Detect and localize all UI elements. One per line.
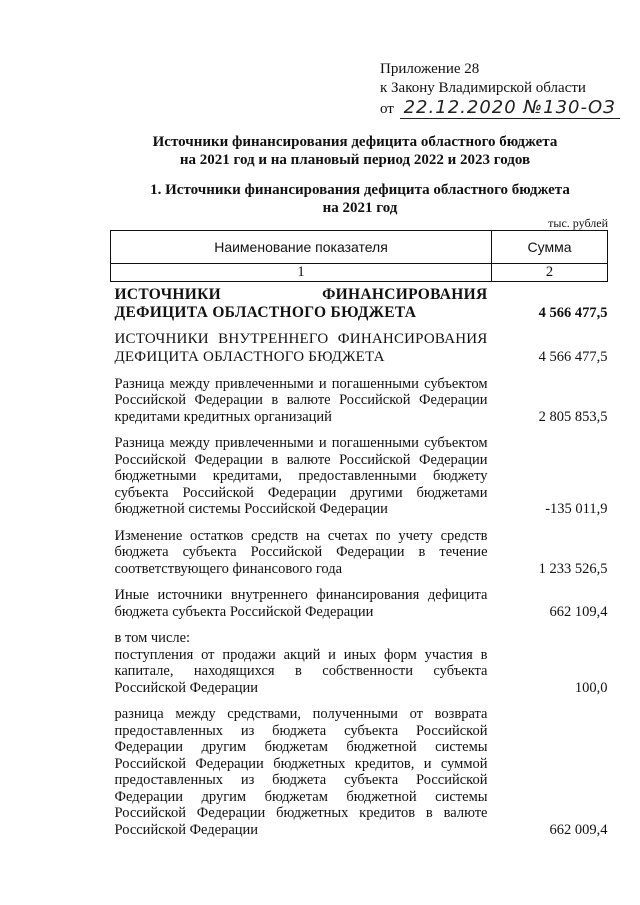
title-line-2: на 2021 год и на плановый период 2022 и 2023 годов <box>179 152 531 168</box>
row-value: 662 009,4 <box>549 821 608 838</box>
annex-ot-label: от <box>380 101 394 117</box>
row-value: 1 233 526,5 <box>538 560 608 577</box>
table-row <box>111 624 608 700</box>
row-name: Изменение остатков средств на счетах по учету средств бюджета субъекта Российской Федерации в течение соответствующего финансового года <box>114 527 488 577</box>
section-title <box>110 181 610 217</box>
row-name: Иные источники внутреннего финансирования дефицита бюджета субъекта Российской Федерации <box>114 587 488 620</box>
table-row <box>111 370 608 430</box>
handwritten-date-number: 22.12.2020 №130-ОЗ <box>400 97 620 119</box>
row-name: разница между средствами, полученными от возврата предоставленных из бюджета субъекта Российской Федерации другим бюджетам бюджетной системы Российской Федерации бюджетных кредитов, и суммой предоставленных из бюджета субъекта Российской Федерации другим бюджетам бюджетной системы Российской Федерации бюджетных кредитов в валюте Российской Федерации <box>114 706 488 838</box>
document-title <box>110 133 600 169</box>
row-name <box>111 624 492 700</box>
header-sum: Сумма <box>492 231 608 264</box>
annex-date-line <box>380 98 620 119</box>
section-line-1: 1. Источники финансирования дефицита областного бюджета <box>150 182 570 198</box>
row-name: Разница между привлеченными и погашенными субъектом Российской Федерации в валюте Российской Федерации кредитами кредитных организаций <box>114 375 488 425</box>
table-row <box>111 522 608 582</box>
table-row <box>111 326 608 370</box>
row-name: ИСТОЧНИКИ ФИНАНСИРОВАНИЯ ДЕФИЦИТА ОБЛАСТНОГО БЮДЖЕТА <box>114 285 488 321</box>
row-value: 4 566 477,5 <box>538 349 608 365</box>
row-value: -135 011,9 <box>545 501 608 517</box>
row-name: ИСТОЧНИКИ ВНУТРЕННЕГО ФИНАНСИРОВАНИЯ ДЕФИЦИТА ОБЛАСТНОГО БЮДЖЕТА <box>114 330 488 365</box>
table-row <box>111 429 608 522</box>
row-value: 100,0 <box>574 679 608 696</box>
table-row <box>111 700 608 842</box>
header-name: Наименование показателя <box>111 231 492 264</box>
unit-label: тыс. рублей <box>548 216 608 230</box>
annex-number: Приложение 28 <box>380 61 480 77</box>
index-col-2: 2 <box>492 264 608 282</box>
row-value: 4 566 477,5 <box>538 305 608 321</box>
annex-law: к Закону Владимирской области <box>380 80 586 96</box>
table-row <box>111 281 608 326</box>
row-name: Разница между привлеченными и погашенными субъектом Российской Федерации в валюте Российской Федерации бюджетными кредитами, предоставленными бюджету субъекта Российской Федерации другими бюджетами бюджетной системы Российской Федерации <box>114 435 488 517</box>
table-row <box>111 581 608 624</box>
title-line-1: Источники финансирования дефицита областного бюджета <box>152 134 558 150</box>
row-name-text: поступления от продажи акций и иных форм участия в капитале, находящихся в собственности субъекта Российской Федерации <box>114 646 488 696</box>
index-col-1: 1 <box>111 264 492 282</box>
row-value: 2 805 853,5 <box>538 408 608 425</box>
financing-table <box>110 230 608 842</box>
row-value: 662 109,4 <box>549 603 608 620</box>
section-line-2: на 2021 год <box>322 200 398 216</box>
row-prefix: в том числе: <box>114 630 191 646</box>
annex-block <box>380 60 620 119</box>
